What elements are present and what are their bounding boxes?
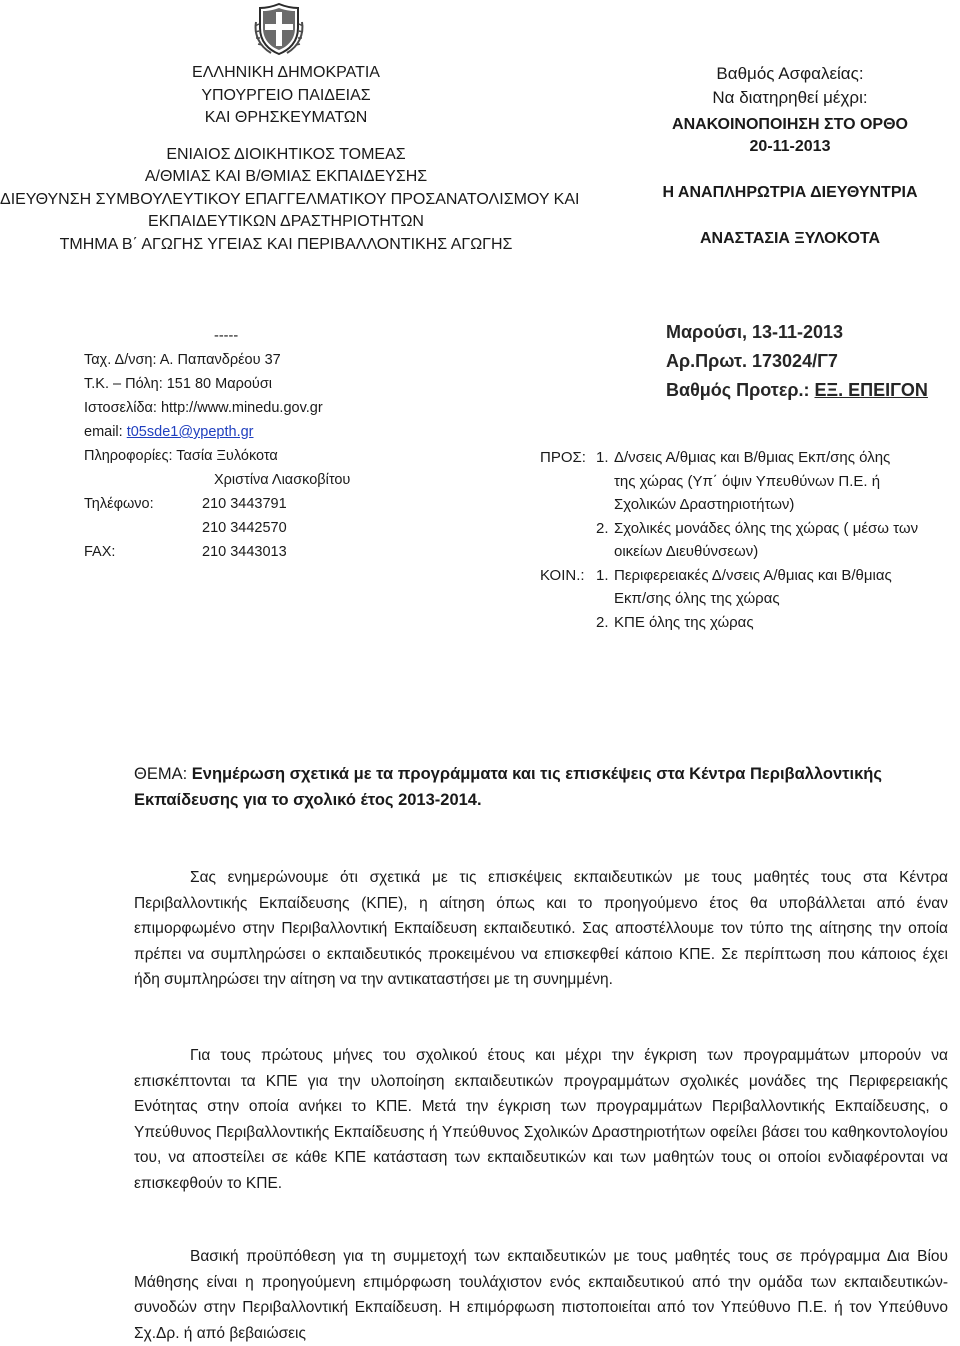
announcement-note: ΑΝΑΚΟΙΝΟΠΟΙΗΣΗ ΣΤΟ ΟΡΘΟ <box>672 116 908 133</box>
signatory-role: Η ΑΝΑΠΛΗΡΩΤΡΙΑ ΔΙΕΥΘΥΝΤΡΙΑ <box>662 184 918 201</box>
list-number: 2. <box>596 519 609 537</box>
recipient-line: Σχολικές μονάδες όλης της χώρας ( μέσω των <box>614 519 919 537</box>
separator-dashes: ----- <box>214 328 239 344</box>
header-unit-3: ΔΙΕΥΘΥΝΣΗ ΣΥΜΒΟΥΛΕΥΤΙΚΟΥ ΕΠΑΓΓΕΛΜΑΤΙΚΟΥ ΠΡΟΣΑΝΑΤΟΛΙΣΜΟΥ ΚΑΙ <box>0 190 580 208</box>
paragraph-text: Σας ενημερώνουμε ότι σχετικά με τις επισκέψεις εκπαιδευτικών με τους μαθητές τους στα Κέντρα Περιβαλλοντικής Εκπαίδευσης (ΚΠΕ), η αίτηση όπως και το προηγούμενο έτος θα υποβάλλεται από έναν επιμορφωμένο στην Περιβαλλοντική Εκπαίδευση εκπαιδευτικό. Σας αποστέλλουμε τον τύπο της αίτησης την οποία πρέπει να συμπληρώσει ο εκπαιδευτικός προκειμένου να επισκεφθεί κάποιο ΚΠΕ. Σε περίπτωση που κάποιος έχει ήδη συμπληρώσει την αίτηση να την αντικαταστήσει με τη συνημμένη. <box>134 869 948 988</box>
email-label: email: <box>84 424 127 440</box>
recipient-to-1 <box>540 446 960 470</box>
paragraph-text: Βασική προϋπόθεση για τη συμμετοχή των εκπαιδευτικών με τους μαθητές τους σε πρόγραμμα Δια Βίου Μάθησης είναι η προηγούμενη επιμόρφωση τουλάχιστον ενός εκπαιδευτικού από την ομάδα των εκπαιδευτικών-συνοδών στην Περιβαλλοντική Εκπαίδευση. Η επιμόρφωση πιστοποιείται από τον Υπεύθυνο Π.Ε. ή τον Υπεύθυνο Σχ.Δρ. ή από βεβαιώσεις <box>134 1248 948 1342</box>
recipient-line: Σχολικών Δραστηριοτήτων) <box>614 496 795 513</box>
security-header <box>620 62 960 250</box>
cc-label: ΚΟΙΝ.: <box>540 566 585 584</box>
priority-label: Βαθμός Προτερ.: <box>666 380 815 400</box>
recipient-line: της χώρας (Υπ΄ όψιν Υπευθύνων Π.Ε. ή <box>614 472 881 490</box>
to-label: ΠΡΟΣ: <box>540 449 586 466</box>
keep-until: Να διατηρηθεί μέχρι: <box>712 88 868 107</box>
body-paragraph-2 <box>134 1043 948 1196</box>
header-unit-4: ΕΚΠΑΙΔΕΥΤΙΚΩΝ ΔΡΑΣΤΗΡΙΟΤΗΤΩΝ <box>148 213 424 230</box>
recipient-line: Περιφερειακές Δ/νσεις Α/θμιας και Β/θμιας <box>614 566 892 584</box>
signatory-name: ΑΝΑΣΤΑΣΙΑ ΞΥΛΟΚΟΤΑ <box>699 230 881 247</box>
contact-info <box>84 324 504 564</box>
subject-label: ΘΕΜΑ: <box>134 765 188 783</box>
protocol-block <box>666 318 960 405</box>
recipient-to-2 <box>540 517 960 541</box>
phone-row-2 <box>84 516 504 540</box>
protocol-number: Αρ.Πρωτ. 173024/Γ7 <box>666 351 838 371</box>
priority-value: ΕΞ. ΕΠΕΙΓΟΝ <box>814 380 928 400</box>
header-ministry: ΥΠΟΥΡΓΕΙΟ ΠΑΙΔΕΙΑΣ <box>201 86 371 104</box>
list-number: 1. <box>596 566 609 584</box>
paragraph-text: Για τους πρώτους μήνες του σχολικού έτους και μέχρι την έγκριση των προγραμμάτων μπορούν να επισκέπτονται τα ΚΠΕ για την υλοποίηση εκπαιδευτικών προγραμμάτων σχολικές μονάδες της Περιφερειακής Ενότητας στην οποία ανήκει το ΚΠΕ. Μετά την έγκριση των προγραμμάτων Περιβαλλοντικής Εκπαίδευσης, ο Υπεύθυνος Περιβαλλοντικής Εκπαίδευσης ή Υπεύθυνος Σχολικών Δραστηριοτήτων οφείλει βάσει του καθηκοντολογίου του, να αποστείλει σε κάθε ΚΠΕ κατάσταση των εκπαιδευτικών και των μαθητών τους οι οποίοι ενδιαφέρονται να επισκεφθούν το ΚΠΕ. <box>134 1047 948 1192</box>
postal-city: Τ.Κ. – Πόλη: 151 80 Μαρούσι <box>84 376 272 392</box>
recipient-line: οικείων Διευθύνσεων) <box>614 543 759 560</box>
security-level: Βαθμός Ασφαλείας: <box>716 64 864 83</box>
fax-label: FAX: <box>84 544 116 560</box>
fax-number: 210 3443013 <box>202 544 287 560</box>
phone-1: 210 3443791 <box>202 496 287 512</box>
announcement-date: 20-11-2013 <box>749 138 831 155</box>
priority-row <box>666 376 960 405</box>
email-link[interactable]: t05sde1@ypepth.gr <box>126 424 254 440</box>
greek-emblem-icon <box>253 2 305 56</box>
website: Ιστοσελίδα: http://www.minedu.gov.gr <box>84 400 323 416</box>
postal-address: Ταχ. Δ/νση: Α. Παπανδρέου 37 <box>84 352 281 368</box>
document-date: Μαρούσι, 13-11-2013 <box>666 322 844 342</box>
body-paragraph-3 <box>134 1244 948 1346</box>
list-number: 2. <box>596 613 609 631</box>
body-paragraph-1 <box>134 865 948 993</box>
header-ministry-2: ΚΑΙ ΘΡΗΣΚΕΥΜΑΤΩΝ <box>204 109 368 126</box>
recipient-cc-2 <box>540 611 960 635</box>
header-unit-5: ΤΜΗΜΑ Β΄ ΑΓΩΓΗΣ ΥΓΕΙΑΣ ΚΑΙ ΠΕΡΙΒΑΛΛΟΝΤΙΚΗΣ ΑΓΩΓΗΣ <box>59 235 513 253</box>
header-unit-2: Α/ΘΜΙΑΣ ΚΑΙ Β/ΘΜΙΑΣ ΕΚΠΑΙΔΕΥΣΗΣ <box>144 168 428 185</box>
header-unit-1: ΕΝΙΑΙΟΣ ΔΙΟΙΚΗΤΙΚΟΣ ΤΟΜΕΑΣ <box>166 145 406 163</box>
recipient-line: Εκπ/σης όλης της χώρας <box>614 590 780 607</box>
subject-text: Ενημέρωση σχετικά με τα προγράμματα και τις επισκέψεις στα Κέντρα Περιβαλλοντικής Εκπαίδευσης για το σχολικό έτος 2013-2014. <box>134 765 882 809</box>
list-number: 1. <box>596 449 609 466</box>
info-contact: Πληροφορίες: Τασία Ξυλόκοτα <box>84 448 278 464</box>
subject-line <box>134 761 960 813</box>
recipients-block <box>540 446 960 634</box>
recipient-cc-1 <box>540 564 960 588</box>
phone-2: 210 3442570 <box>202 520 287 536</box>
recipient-line: Δ/νσεις Α/θμιας και Β/θμιας Εκπ/σης όλης <box>614 449 891 466</box>
info-contact-2: Χριστίνα Λιασκοβίτου <box>214 472 351 488</box>
fax-row <box>84 540 504 564</box>
header-country: ΕΛΛΗΝΙΚΗ ΔΗΜΟΚΡΑΤΙΑ <box>192 64 380 81</box>
recipient-line: ΚΠΕ όλης της χώρας <box>614 613 754 631</box>
phone-label: Τηλέφωνο: <box>84 496 154 512</box>
ministry-header <box>0 62 580 256</box>
phone-row <box>84 492 504 516</box>
email-row <box>84 420 504 444</box>
